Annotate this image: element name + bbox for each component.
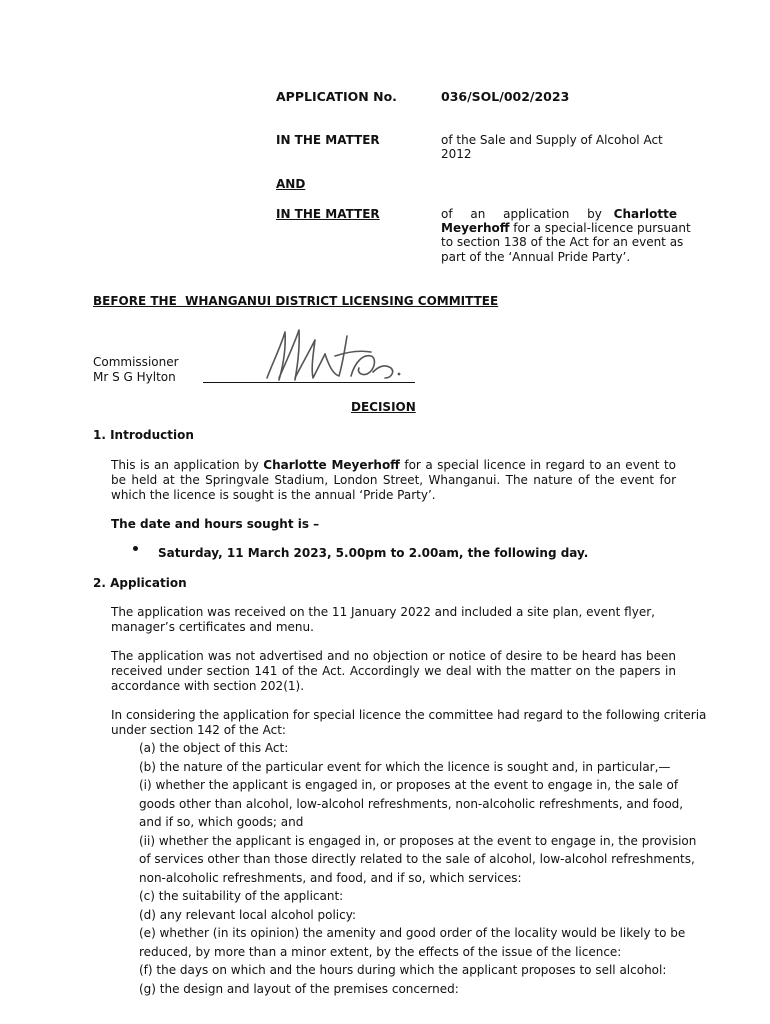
criteria-line: reduced, by more than a minor extent, by the effects of the issue of the licence: (139, 944, 622, 959)
section2-para1: The application was received on the 11 January 2022 and included a site plan, event flyer, manager’s certificates and menu. (111, 605, 655, 634)
committee-heading: BEFORE THE WHANGANUI DISTRICT LICENSING COMMITTEE (93, 294, 499, 308)
criteria-line: of services other than those directly related to the sale of alcohol, low-alcohol refreshments, (139, 852, 695, 866)
criteria-line: (c) the suitability of the applicant: (139, 889, 344, 903)
section1-para1 (111, 458, 676, 503)
section1-date-heading: The date and hours sought is – (111, 517, 320, 531)
matter1-label: IN THE MATTER (276, 133, 380, 147)
matter1-text-line1: of the Sale and Supply of Alcohol Act (441, 133, 663, 147)
criteria-line: non-alcoholic refreshments, and food, and if so, which services: (139, 870, 522, 885)
criteria-line: (g) the design and layout of the premises concerned: (139, 981, 459, 996)
criteria-line: (ii) whether the applicant is engaged in, or proposes at the event to engage in, the provision (139, 833, 697, 848)
section1-heading: 1. Introduction (93, 428, 194, 442)
criteria-line: (f) the days on which and the hours during which the applicant proposes to sell alcohol: (139, 963, 667, 977)
signature-image (255, 322, 405, 384)
matter2-line4: part of the ‘Annual Pride Party’. (441, 250, 631, 264)
section1-para1-name: Charlotte Meyerhoff (263, 458, 400, 472)
section2-para2: The application was not advertised and no objection or notice of desire to be heard has been received under section 141 of the Act. Accordingly we deal with the matter on the papers in accordance with section 202(1). (111, 649, 676, 693)
matter2-name-b: Meyerhoff (441, 221, 510, 235)
criteria-line: goods other than alcohol, low-alcohol refreshments, non-alcoholic refreshments, and food, (139, 796, 684, 811)
decision-title: DECISION (351, 400, 416, 414)
matter2-line2 (441, 221, 691, 236)
commissioner-label: Commissioner (93, 355, 179, 369)
section1-para1-pre: This is an application by (111, 458, 264, 472)
and-label: AND (276, 177, 306, 191)
section1-para1-post: for a special licence in regard to an event to be held at the Springvale Stadium, London Street, Whanganui. The nature of the event for which the licence is sought is the annual ‘Pride Party’. (111, 458, 676, 502)
criteria-list (139, 739, 699, 998)
criteria-line: (d) any relevant local alcohol policy: (139, 907, 357, 922)
matter2-line1 (441, 207, 677, 222)
section1-bullet: Saturday, 11 March 2023, 5.00pm to 2.00am, the following day. (158, 546, 589, 560)
matter2-line1-pre: of an application by (441, 207, 602, 221)
criteria-line: (b) the nature of the particular event for which the licence is sought and, in particular,— (139, 759, 671, 774)
matter2-line2-rest: for a special-licence pursuant (509, 221, 691, 235)
criteria-line: (e) whether (in its opinion) the amenity and good order of the locality would be likely to be (139, 926, 686, 940)
matter2-name-a: Charlotte (613, 207, 677, 221)
section2-para3-line1: In considering the application for special licence the committee had regard to the following criteria (111, 708, 707, 722)
section2-heading: 2. Application (93, 576, 187, 590)
criteria-line: (a) the object of this Act: (139, 741, 289, 755)
application-number: 036/SOL/002/2023 (441, 89, 570, 104)
matter2-label: IN THE MATTER (276, 207, 380, 221)
bullet-icon (133, 546, 138, 551)
matter2-line3: to section 138 of the Act for an event as (441, 235, 684, 249)
application-label: APPLICATION No. (276, 89, 397, 104)
section2-para3-line2: under section 142 of the Act: (111, 723, 286, 737)
criteria-line: and if so, which goods; and (139, 815, 304, 829)
commissioner-name: Mr S G Hylton (93, 370, 176, 384)
signature-line (203, 382, 415, 383)
matter1-text-line2: 2012 (441, 147, 472, 161)
criteria-line: (i) whether the applicant is engaged in, or proposes at the event to engage in, the sale of (139, 778, 679, 792)
